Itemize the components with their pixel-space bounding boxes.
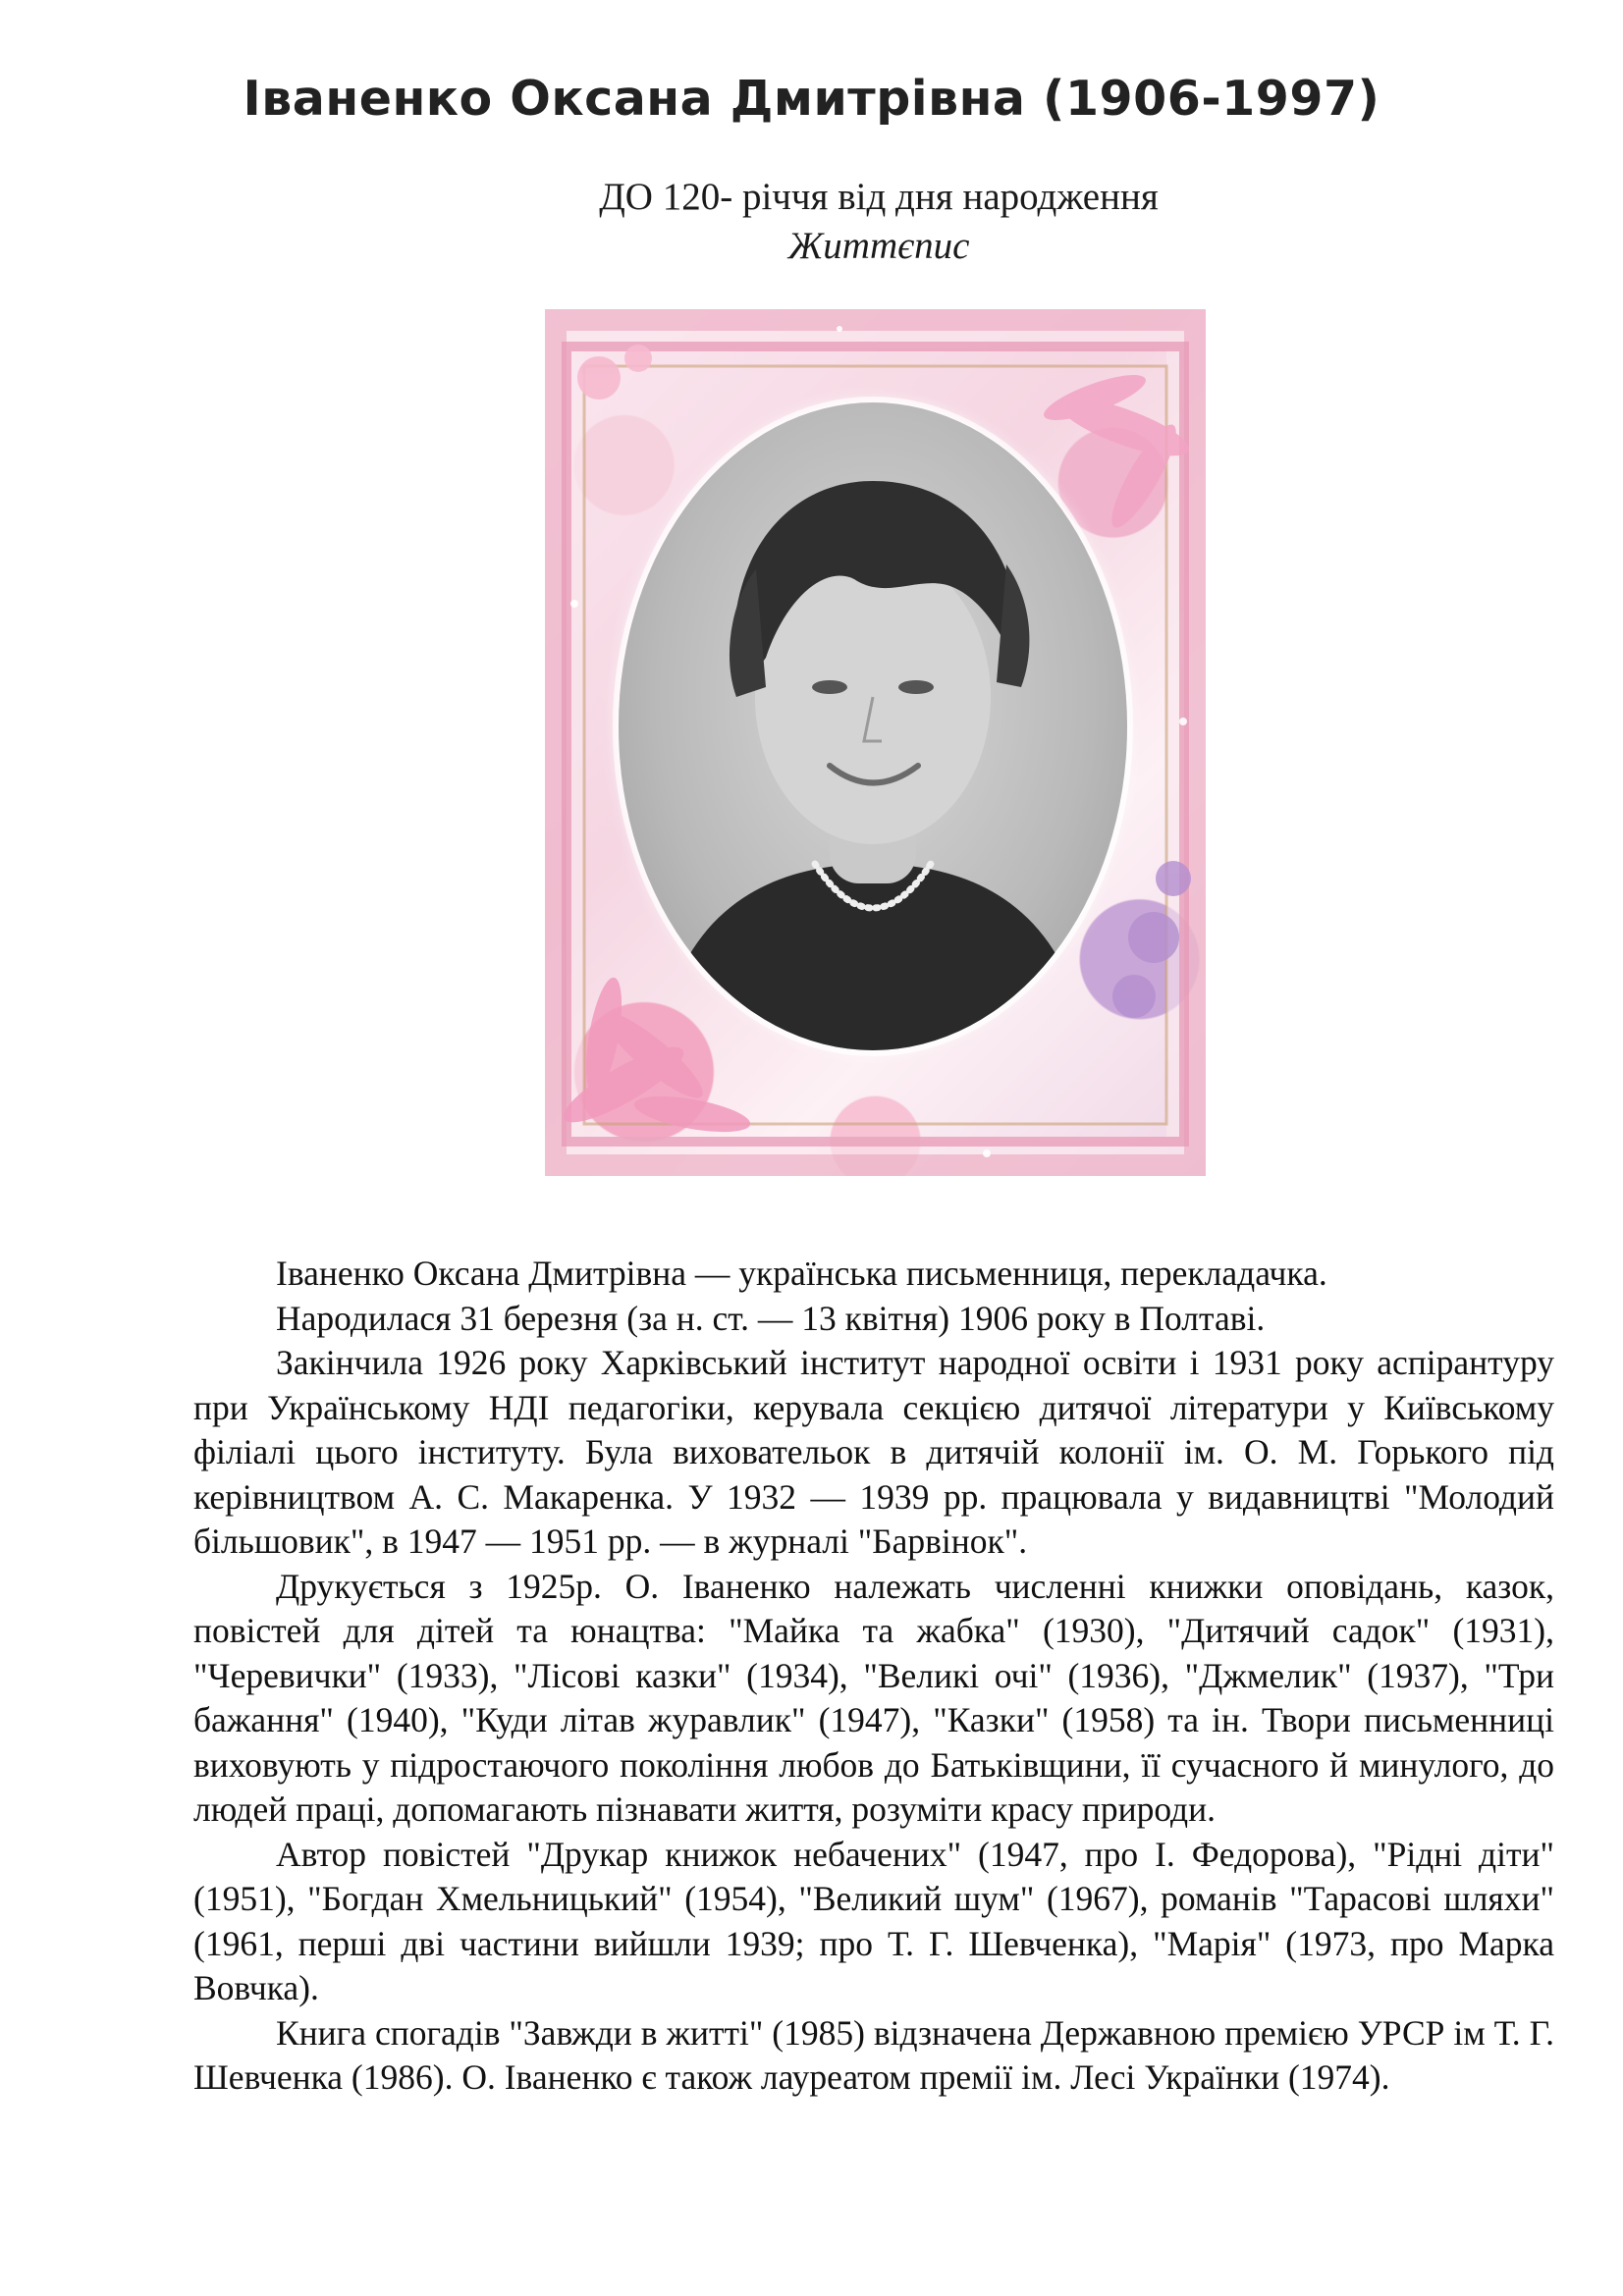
genre-label: Життєпис [787,225,970,267]
paragraph: Книга спогадів "Завжди в житті" (1985) відзначена Державною премією УРСР ім Т. Г. Шевченка (1986). О. Іваненко є також лауреатом премії ім. Лесі Українки (1974). [193,2012,1554,2097]
paragraph: Народилася 31 березня (за н. ст. — 13 квітня) 1906 року в Полтаві. [276,1298,1266,1338]
biography-text [193,1252,1554,2101]
portrait-silhouette [619,402,1127,1050]
paragraph: Друкується з 1925р. О. Іваненко належать численні книжки оповідань, казок, повістей для дітей та юнацтва: "Майка та жабка" (1930), "Дитячий садок" (1931), "Черевички" (1933), "Лісові казки" (1934), "Великі очі" (1936), "Джмелик" (1937), "Три бажання" (1940), "Куди літав журавлик" (1947), "Казки" (1958) та ін. Твори письменниці виховують у підростаючого покоління любов до Батьківщини, її сучасного й минулого, до людей праці, допомагають пізнавати життя, розуміти красу природи. [193,1566,1554,1829]
paragraph: Закінчила 1926 року Харківський інститут народної освіти і 1931 року аспірантуру при Українському НДІ педагогіки, керувала секцією дитячої літератури у Київському філіалі цього інституту. Була виховательок в дитячій колонії ім. О. М. Горького під керівництвом А. С. Макаренка. У 1932 — 1939 рр. працювала у видавництві "Молодий більшовик", в 1947 — 1951 рр. — в журналі "Барвінок". [193,1343,1554,1561]
page-title: Іваненко Оксана Дмитрівна (1906-1997) [243,71,1380,127]
paragraph: Іваненко Оксана Дмитрівна — українська письменниця, перекладачка. [276,1254,1327,1293]
portrait-photo [619,402,1127,1050]
portrait-frame [545,309,1206,1176]
paragraph: Автор повістей "Друкар книжок небачених" (1947, про І. Федорова), "Рідні діти" (1951), "Богдан Хмельницький" (1954), "Великий шум" (1967), романів "Тарасові шляхи" (1961, перші дві частини вийшли 1939; про Т. Г. Шевченка), "Марія" (1973, про Марка Вовчка). [193,1834,1554,2007]
anniversary-subtitle: ДО 120- річчя від дня народження [599,176,1159,218]
